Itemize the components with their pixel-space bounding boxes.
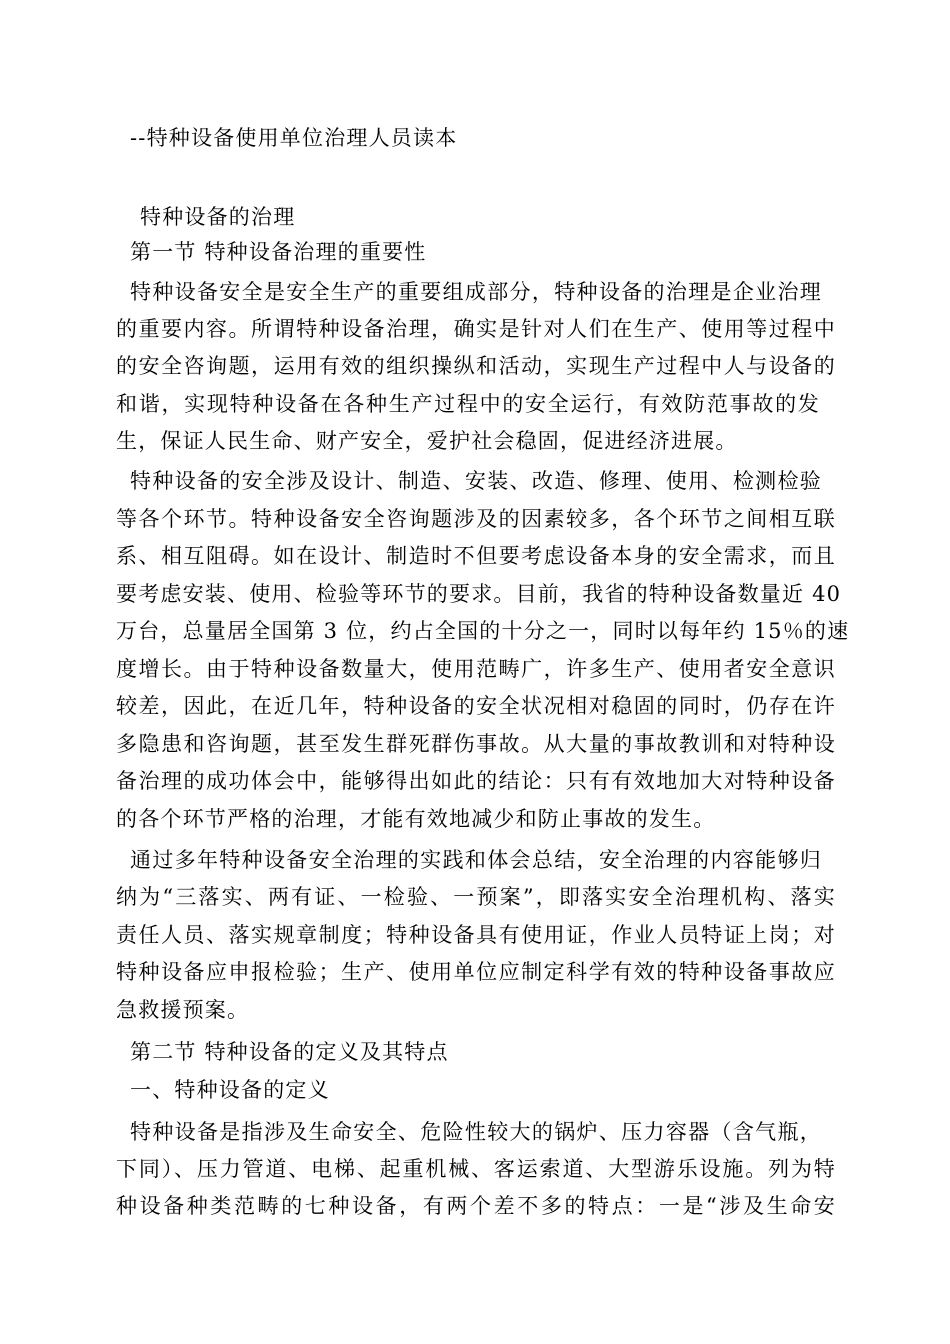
paragraph-line: 的各个环节严格的治理，才能有效地减少和防止事故的发生。 xyxy=(116,807,716,831)
paragraph-line: 生，保证人民生命、财产安全，爱护社会稳固，促进经济进展。 xyxy=(116,429,738,453)
document-subtitle: --特种设备使用单位治理人员读本 xyxy=(130,126,458,150)
paragraph-line: 要考虑安装、使用、检验等环节的要求。目前，我省的特种设备数量近 40 xyxy=(116,582,842,606)
paragraph-line: 急救援预案。 xyxy=(116,998,250,1022)
paragraph-line: 的安全咨询题，运用有效的组织操纵和活动，实现生产过程中人与设备的 xyxy=(116,354,836,378)
paragraph-line: 较差，因此，在近几年，特种设备的安全状况相对稳固的同时，仍存在许 xyxy=(116,694,836,718)
paragraph-line: 和谐，实现特种设备在各种生产过程中的安全运行，有效防范事故的发 xyxy=(116,392,820,416)
paragraph-line: 备治理的成功体会中，能够得出如此的结论：只有有效地加大对特种设备 xyxy=(116,769,836,793)
paragraph-line: 种设备种类范畴的七种设备，有两个差不多的特点：一是“涉及生命安 xyxy=(116,1194,836,1218)
paragraph-line: 特种设备安全是安全生产的重要组成部分，特种设备的治理是企业治理 xyxy=(130,280,822,304)
paragraph-line: 系、相互阻碍。如在设计、制造时不但要考虑设备本身的安全需求，而且 xyxy=(116,544,836,568)
paragraph-line: 度增长。由于特种设备数量大，使用范畴广，许多生产、使用者安全意识 xyxy=(116,657,836,681)
section-title: 第一节 特种设备治理的重要性 xyxy=(130,240,427,264)
paragraph-line: 特种设备的安全涉及设计、制造、安装、改造、修理、使用、检测检验 xyxy=(130,469,822,493)
subsection-title: 一、特种设备的定义 xyxy=(130,1078,330,1102)
paragraph-line: 的重要内容。所谓特种设备治理，确实是针对人们在生产、使用等过程中 xyxy=(116,317,836,341)
paragraph-line: 特种设备应申报检验；生产、使用单位应制定科学有效的特种设备事故应 xyxy=(116,960,836,984)
chapter-title: 特种设备的治理 xyxy=(140,205,296,229)
section-title: 第二节 特种设备的定义及其特点 xyxy=(130,1040,449,1064)
paragraph-line: 下同）、压力管道、电梯、起重机械、客运索道、大型游乐设施。列为特 xyxy=(116,1157,836,1181)
paragraph-line: 万台，总量居全国第 3 位，约占全国的十分之一，同时以每年约 15％的速 xyxy=(116,619,850,643)
paragraph-line: 等各个环节。特种设备安全咨询题涉及的因素较多，各个环节之间相互联 xyxy=(116,507,836,531)
paragraph-line: 纳为“三落实、两有证、一检验、一预案”，即落实安全治理机构、落实 xyxy=(116,885,836,909)
paragraph-line: 多隐患和咨询题，甚至发生群死群伤事故。从大量的事故教训和对特种设 xyxy=(116,732,836,756)
paragraph-line: 责任人员、落实规章制度；特种设备具有使用证，作业人员特证上岗；对 xyxy=(116,923,836,947)
paragraph-line: 特种设备是指涉及生命安全、危险性较大的锅炉、压力容器（含气瓶， xyxy=(130,1120,822,1144)
paragraph-line: 通过多年特种设备安全治理的实践和体会总结，安全治理的内容能够归 xyxy=(130,848,822,872)
